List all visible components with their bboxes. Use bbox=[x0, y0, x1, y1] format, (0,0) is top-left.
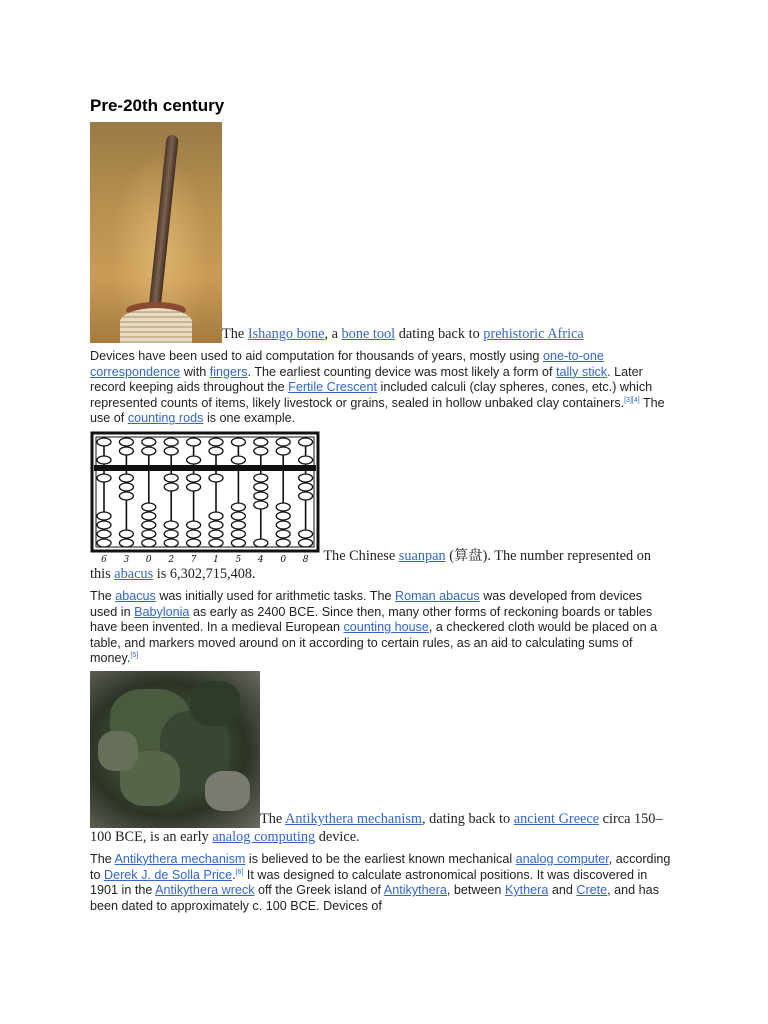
abacus-bead bbox=[299, 483, 313, 491]
abacus-bead bbox=[231, 438, 245, 446]
link-babylonia[interactable]: Babylonia bbox=[134, 604, 190, 619]
abacus-bead bbox=[299, 539, 313, 547]
abacus-bead bbox=[231, 521, 245, 529]
link-analog-computer[interactable]: analog computer bbox=[515, 851, 609, 866]
abacus-digit-label: 8 bbox=[302, 554, 309, 565]
abacus-bead bbox=[276, 438, 290, 446]
abacus-bead bbox=[142, 530, 156, 538]
caption-text: The bbox=[260, 810, 283, 827]
abacus-bead bbox=[299, 530, 313, 538]
abacus-bead bbox=[164, 521, 178, 529]
caption-text: , dating back to bbox=[422, 810, 511, 827]
abacus-bead bbox=[187, 483, 201, 491]
abacus-bead bbox=[97, 539, 111, 547]
suanpan-image[interactable] bbox=[90, 431, 320, 565]
caption-text: (算盘). The number represented on this bbox=[90, 547, 652, 582]
abacus-bead bbox=[276, 530, 290, 538]
caption-text: The Chinese bbox=[323, 547, 396, 564]
caption-text: , a bbox=[324, 326, 338, 342]
abacus-bead bbox=[276, 512, 290, 520]
abacus-bead bbox=[164, 530, 178, 538]
abacus-bead bbox=[254, 501, 268, 509]
ishango-bone-image[interactable] bbox=[90, 122, 222, 343]
link-fertile-crescent[interactable]: Fertile Crescent bbox=[288, 380, 378, 395]
abacus-bead bbox=[187, 521, 201, 529]
abacus-bead bbox=[187, 530, 201, 538]
abacus-bead bbox=[164, 438, 178, 446]
caption-text: dating back to bbox=[398, 326, 480, 342]
antikythera-figure bbox=[90, 671, 672, 846]
abacus-bead bbox=[97, 456, 111, 464]
link-bone-tool[interactable]: bone tool bbox=[341, 326, 396, 342]
abacus-bead bbox=[299, 438, 313, 446]
link-abacus[interactable]: abacus bbox=[115, 588, 156, 603]
abacus-bead bbox=[231, 503, 245, 511]
abacus-bead bbox=[97, 521, 111, 529]
abacus-bead bbox=[119, 492, 133, 500]
abacus-bead bbox=[119, 438, 133, 446]
paragraph-abacus: The abacus was initially used for arithmetic tasks. The Roman abacus was developed from devices used in Babylonia as early as 2400 BCE. Since then, many other forms of reckoning boards or tables have been invented. In a medieval European counting house, a checkered cloth would be placed on a table, and markers moved around on it according to certain rules, as an aid to calculating sums of money.[5] bbox=[90, 588, 658, 666]
link-derek-price[interactable]: Derek J. de Solla Price bbox=[104, 867, 233, 882]
citation-5[interactable]: [5] bbox=[130, 652, 139, 660]
caption-text: is 6,302,715,408. bbox=[156, 565, 256, 582]
paragraph-counting: Devices have been used to aid computation for thousands of years, mostly using one-to-one correspondence with fingers. The earliest counting device was most likely a form of tally stick. Later record keeping aids throughout the Fertile Crescent included calculi (clay spheres, cones, etc.) which represented counts of items, likely livestock or grains, sealed in hollow unbaked clay containers.[3][4] The use of counting rods is one example. bbox=[90, 349, 665, 426]
suanpan-figure bbox=[90, 431, 672, 583]
abacus-bead bbox=[142, 447, 156, 455]
link-roman-abacus[interactable]: Roman abacus bbox=[394, 588, 480, 603]
abacus-digit-label: 0 bbox=[145, 554, 152, 565]
abacus-digit-label: 5 bbox=[235, 554, 242, 565]
caption-text: The bbox=[222, 326, 245, 342]
citation-6[interactable]: [6] bbox=[235, 868, 244, 876]
abacus-bead bbox=[209, 512, 223, 520]
abacus-bead bbox=[187, 539, 201, 547]
link-antikythera-island[interactable]: Antikythera bbox=[383, 883, 447, 898]
paragraph-antikythera: The Antikythera mechanism is believed to be the earliest known mechanical analog computer, according to Derek J. de Solla Price.[6] It was designed to calculate astronomical positions. It was discovered in 1901 in the Antikythera wreck off the Greek island of Antikythera, between Kythera and Crete, and has been dated to approximately c. 100 BCE. Devices of bbox=[90, 851, 671, 913]
abacus-bead bbox=[209, 530, 223, 538]
link-abacus-caption[interactable]: abacus bbox=[114, 565, 154, 582]
abacus-digit-label: 2 bbox=[168, 554, 175, 565]
abacus-bead bbox=[209, 447, 223, 455]
abacus-bead bbox=[119, 483, 133, 491]
abacus-bead bbox=[209, 539, 223, 547]
link-fingers[interactable]: fingers bbox=[209, 364, 248, 379]
abacus-bead bbox=[97, 474, 111, 482]
abacus-bead bbox=[187, 456, 201, 464]
abacus-bead bbox=[209, 438, 223, 446]
abacus-bead bbox=[254, 492, 268, 500]
ishango-figure bbox=[90, 122, 672, 343]
link-crete[interactable]: Crete bbox=[576, 883, 608, 898]
abacus-digit-label: 6 bbox=[101, 554, 107, 565]
abacus-bead bbox=[209, 521, 223, 529]
abacus-bead bbox=[276, 503, 290, 511]
link-kythera[interactable]: Kythera bbox=[504, 883, 549, 898]
link-antikythera-wreck[interactable]: Antikythera wreck bbox=[155, 883, 255, 898]
abacus-digit-label: 0 bbox=[280, 554, 287, 565]
abacus-bead bbox=[299, 492, 313, 500]
abacus-bead bbox=[97, 512, 111, 520]
abacus-bead bbox=[231, 456, 245, 464]
abacus-bead bbox=[119, 447, 133, 455]
link-suanpan[interactable]: suanpan bbox=[398, 547, 446, 564]
abacus-bead bbox=[276, 521, 290, 529]
abacus-bead bbox=[164, 539, 178, 547]
link-counting-rods[interactable]: counting rods bbox=[127, 411, 204, 426]
link-prehistoric-africa[interactable]: prehistoric Africa bbox=[483, 326, 584, 342]
abacus-digit-label: 7 bbox=[190, 554, 197, 565]
abacus-bead bbox=[231, 539, 245, 547]
abacus-bead bbox=[276, 447, 290, 455]
abacus-digit-label: 1 bbox=[213, 554, 219, 565]
abacus-bead bbox=[231, 512, 245, 520]
link-antikythera-mechanism[interactable]: Antikythera mechanism bbox=[114, 851, 246, 866]
link-tally-stick[interactable]: tally stick bbox=[556, 364, 608, 379]
abacus-bead bbox=[209, 474, 223, 482]
caption-text: device. bbox=[318, 828, 360, 845]
citation-3-4[interactable]: [3][4] bbox=[624, 396, 640, 404]
antikythera-mechanism-image[interactable] bbox=[90, 671, 260, 828]
abacus-bead bbox=[254, 447, 268, 455]
abacus-bead bbox=[254, 438, 268, 446]
caption-text: circa 150–100 BCE, is an early bbox=[90, 810, 663, 845]
abacus-bead bbox=[97, 438, 111, 446]
abacus-bead bbox=[142, 438, 156, 446]
abacus-bead bbox=[119, 530, 133, 538]
link-ancient-greece[interactable]: ancient Greece bbox=[513, 810, 600, 827]
abacus-bead bbox=[276, 539, 290, 547]
abacus-bead bbox=[254, 474, 268, 482]
abacus-bead bbox=[142, 512, 156, 520]
abacus-bead bbox=[187, 474, 201, 482]
abacus-bead bbox=[119, 539, 133, 547]
abacus-bead bbox=[231, 530, 245, 538]
abacus-digit-label: 3 bbox=[123, 554, 130, 565]
abacus-bead bbox=[142, 521, 156, 529]
section-heading: Pre-20th century bbox=[90, 96, 225, 115]
abacus-bead bbox=[254, 539, 268, 547]
link-one-to-one[interactable]: one-to-one correspondence bbox=[90, 349, 604, 379]
abacus-bead bbox=[142, 503, 156, 511]
link-ishango-bone[interactable]: Ishango bone bbox=[247, 326, 325, 342]
abacus-bead bbox=[97, 530, 111, 538]
abacus-bead bbox=[299, 456, 313, 464]
abacus-bead bbox=[164, 483, 178, 491]
article-content bbox=[90, 96, 672, 918]
link-analog-computing[interactable]: analog computing bbox=[212, 828, 316, 845]
abacus-bead bbox=[164, 474, 178, 482]
link-antikythera-mechanism-caption[interactable]: Antikythera mechanism bbox=[285, 810, 423, 827]
abacus-bead bbox=[254, 483, 268, 491]
abacus-digit-label: 4 bbox=[257, 554, 264, 565]
link-counting-house[interactable]: counting house bbox=[343, 620, 429, 635]
abacus-bead bbox=[164, 447, 178, 455]
abacus-bead bbox=[299, 474, 313, 482]
abacus-bead bbox=[187, 438, 201, 446]
abacus-bead bbox=[142, 539, 156, 547]
abacus-bead bbox=[119, 474, 133, 482]
